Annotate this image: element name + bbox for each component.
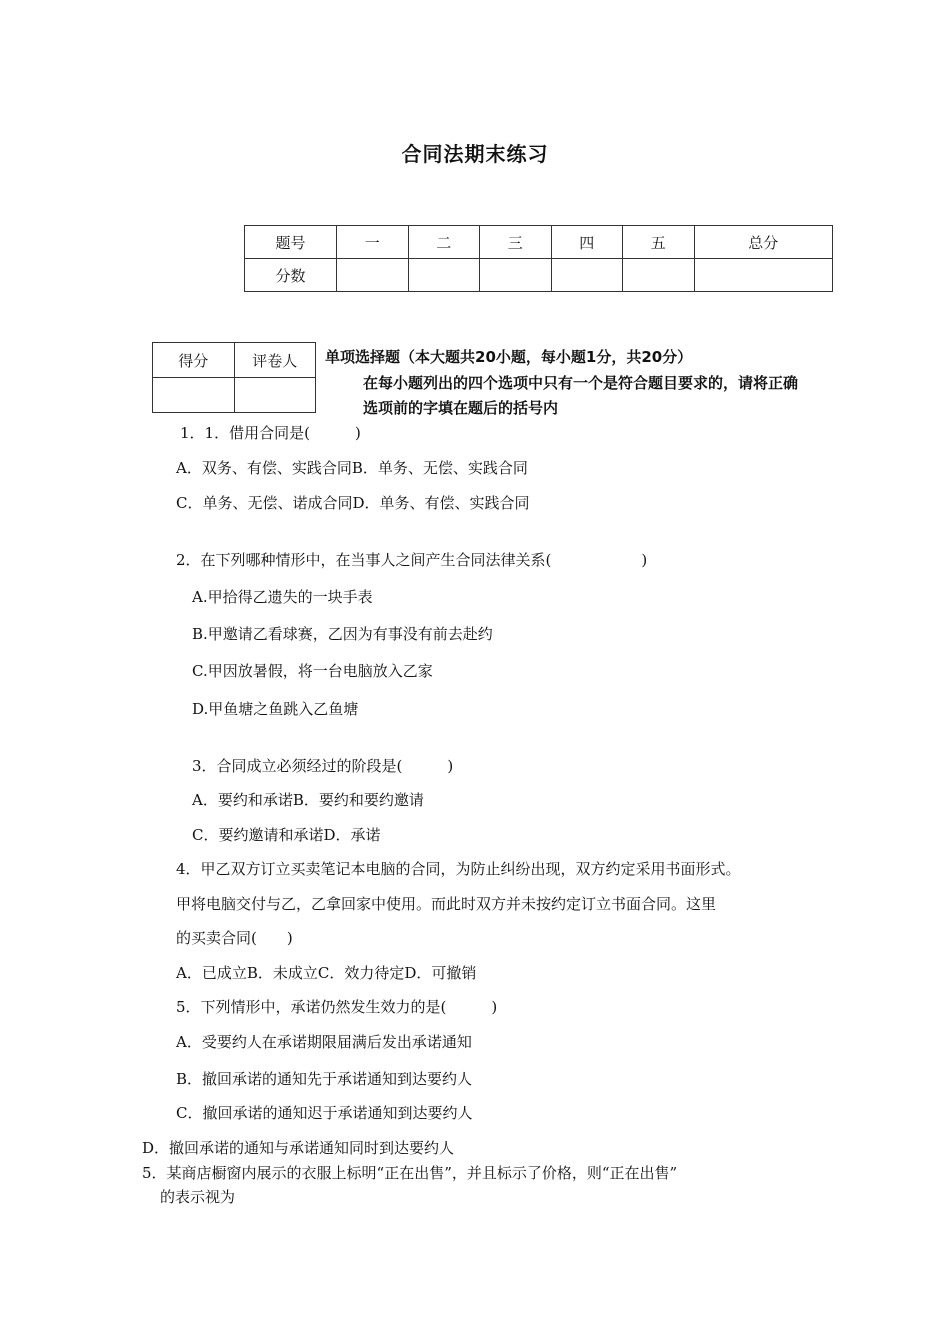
score-value-cell <box>551 259 623 292</box>
option-line: A.甲拾得乙遗失的一块手表 <box>192 588 373 606</box>
option-line: A．要约和承诺B．要约和要约邀请 <box>192 791 424 809</box>
option-line: C.甲因放暑假，将一台电脑放入乙家 <box>192 662 433 680</box>
option-line: A．双务、有偿、实践合同B．单务、无偿、实践合同 <box>176 459 528 477</box>
score-value-cell <box>337 259 409 292</box>
option-line: C．要约邀请和承诺D．承诺 <box>192 826 381 844</box>
option-line: D．撤回承诺的通知与承诺通知同时到达要约人 <box>142 1139 455 1157</box>
score-header-cell: 四 <box>551 226 623 259</box>
score-header-cell: 题号 <box>245 226 337 259</box>
grader-header-cell: 评卷人 <box>234 343 316 378</box>
question-line: 的买卖合同( ) <box>176 929 293 947</box>
score-header-cell: 一 <box>337 226 409 259</box>
score-row-label: 分数 <box>245 259 337 292</box>
question-line: 5．某商店橱窗内展示的衣服上标明“正在出售”，并且标示了价格，则“正在出售” <box>142 1164 678 1182</box>
grader-table <box>152 342 316 413</box>
grader-value-cell <box>234 378 316 413</box>
option-line: A．已成立B．未成立C．效力待定D．可撤销 <box>176 964 477 982</box>
score-table-header-row <box>245 226 833 259</box>
score-header-cell: 总分 <box>694 226 833 259</box>
grader-value-cell <box>153 378 235 413</box>
section-instruction: 选项前的字填在题后的括号内 <box>363 399 559 417</box>
score-header-cell: 三 <box>480 226 552 259</box>
option-line: C．撤回承诺的通知迟于承诺通知到达要约人 <box>176 1104 473 1122</box>
question-line: 1．1．借用合同是( ) <box>180 424 361 442</box>
question-line: 的表示视为 <box>160 1188 236 1206</box>
score-value-cell <box>480 259 552 292</box>
option-line: B.甲邀请乙看球赛，乙因为有事没有前去赴约 <box>192 625 493 643</box>
score-value-cell <box>694 259 833 292</box>
grader-table-header-row <box>153 343 316 378</box>
question-line: 5．下列情形中，承诺仍然发生效力的是( ) <box>176 998 498 1016</box>
option-line: D.甲鱼塘之鱼跳入乙鱼塘 <box>192 700 359 718</box>
score-table-value-row <box>245 259 833 292</box>
grader-table-value-row <box>153 378 316 413</box>
question-line: 4．甲乙双方订立买卖笔记本电脑的合同，为防止纠纷出现，双方约定采用书面形式。 <box>176 860 741 878</box>
score-table <box>244 225 833 292</box>
question-line: 3．合同成立必须经过的阶段是( ) <box>192 757 454 775</box>
page-title: 合同法期末练习 <box>401 142 549 166</box>
section-instruction: 在每小题列出的四个选项中只有一个是符合题目要求的，请将正确 <box>363 374 799 392</box>
score-value-cell <box>408 259 480 292</box>
option-line: B．撤回承诺的通知先于承诺通知到达要约人 <box>176 1070 473 1088</box>
question-line: 2．在下列哪种情形中，在当事人之间产生合同法律关系( ) <box>176 551 648 569</box>
score-header-cell: 二 <box>408 226 480 259</box>
option-line: C．单务、无偿、诺成合同D．单务、有偿、实践合同 <box>176 494 530 512</box>
question-line: 甲将电脑交付与乙，乙拿回家中使用。而此时双方并未按约定订立书面合同。这里 <box>176 895 717 913</box>
option-line: A．受要约人在承诺期限届满后发出承诺通知 <box>176 1033 472 1051</box>
section-heading: 单项选择题（本大题共20小题，每小题1分，共20分） <box>325 348 693 366</box>
score-header-cell: 五 <box>623 226 695 259</box>
score-value-cell <box>623 259 695 292</box>
grader-header-cell: 得分 <box>153 343 235 378</box>
